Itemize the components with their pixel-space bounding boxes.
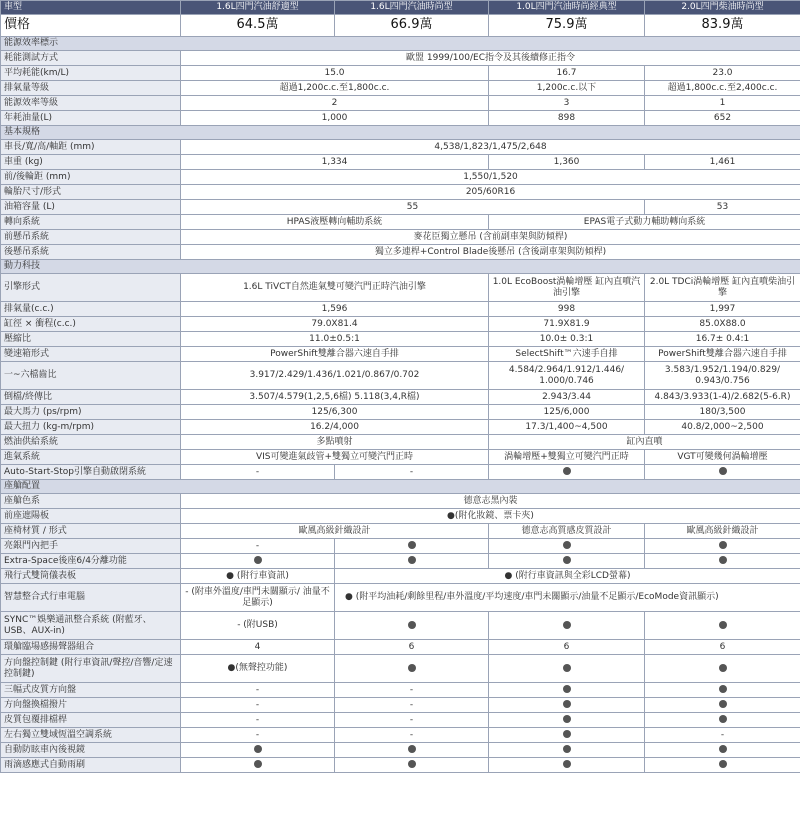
- table-row: [1, 66, 800, 81]
- row-label: 方向盤控制鍵 (附行車資訊/聲控/音響/定速控制鍵): [1, 655, 181, 683]
- cell: 1,000: [181, 111, 489, 126]
- cell: 1,360: [489, 155, 645, 170]
- section-title: 能源效率標示: [1, 37, 800, 51]
- table-row: [1, 155, 800, 170]
- row-label: 壓縮比: [1, 332, 181, 347]
- table-row: [1, 111, 800, 126]
- cell: 4.843/3.933(1-4)/2.682(5-6.R): [645, 390, 800, 405]
- row-label: 左右獨立雙域恆溫空調系統: [1, 728, 181, 743]
- cell: 79.0X81.4: [181, 317, 489, 332]
- table-row: [1, 435, 800, 450]
- feature-dot-icon: [719, 700, 727, 708]
- cell: [489, 728, 645, 743]
- cell: [181, 758, 335, 773]
- row-label: 座椅材質 / 形式: [1, 524, 181, 539]
- table-row: [1, 420, 800, 435]
- row-label: 最大扭力 (kg-m/rpm): [1, 420, 181, 435]
- cell: [489, 713, 645, 728]
- cell: -: [335, 465, 489, 480]
- table-row: [1, 494, 800, 509]
- table-row: [1, 450, 800, 465]
- cell: [645, 743, 800, 758]
- cell: [181, 554, 335, 569]
- row-label: 方向盤換檔撥片: [1, 698, 181, 713]
- cell: 180/3,500: [645, 405, 800, 420]
- table-row: [1, 569, 800, 584]
- table-row: [1, 332, 800, 347]
- feature-dot-icon: [563, 730, 571, 738]
- feature-dot-icon: [719, 467, 727, 475]
- cell: PowerShift雙離合器六速自手排: [181, 347, 489, 362]
- cell: 德意志黑內裝: [181, 494, 800, 509]
- cell: -: [181, 465, 335, 480]
- cell: [335, 612, 489, 640]
- table-row: [1, 584, 800, 612]
- row-label: 一~六檔齒比: [1, 362, 181, 390]
- row-label: 能源效率等級: [1, 96, 181, 111]
- row-label: 倒檔/終傳比: [1, 390, 181, 405]
- table-row: [1, 743, 800, 758]
- table-row: [1, 524, 800, 539]
- feature-dot-icon: [254, 760, 262, 768]
- cell: [645, 655, 800, 683]
- cell: 17.3/1,400~4,500: [489, 420, 645, 435]
- cell: - (附車外溫度/車門未關顯示/ 油量不足顯示): [181, 584, 335, 612]
- table-row: [1, 554, 800, 569]
- cell: 125/6,000: [489, 405, 645, 420]
- model-name: 2.0L四門柴油時尚型: [645, 1, 800, 15]
- cell: 652: [645, 111, 800, 126]
- row-label: 排氣量(c.c.): [1, 302, 181, 317]
- cell: VIS可變進氣歧管+雙獨立可變汽門正時: [181, 450, 489, 465]
- feature-dot-icon: [408, 745, 416, 753]
- feature-dot-icon: [719, 664, 727, 672]
- cell: PowerShift雙離合器六速自手排: [645, 347, 800, 362]
- cell: 4,538/1,823/1,475/2,648: [181, 140, 800, 155]
- table-row: [1, 274, 800, 302]
- cell: [489, 612, 645, 640]
- row-label: 三幅式皮質方向盤: [1, 683, 181, 698]
- cell: ● (附行車資訊與全彩LCD螢幕): [335, 569, 800, 584]
- model-name: 1.0L四門汽油時尚經典型: [489, 1, 645, 15]
- cell: 2: [181, 96, 489, 111]
- row-label: SYNC™娛樂通訊整合系統 (附藍牙、USB、AUX-in): [1, 612, 181, 640]
- feature-dot-icon: [719, 760, 727, 768]
- cell: -: [181, 539, 335, 554]
- cell: [645, 758, 800, 773]
- feature-dot-icon: [563, 745, 571, 753]
- feature-dot-icon: [254, 556, 262, 564]
- feature-dot-icon: [719, 685, 727, 693]
- row-label: 平均耗能(km/L): [1, 66, 181, 81]
- cell: SelectShift™六速手自排: [489, 347, 645, 362]
- section-header: [1, 37, 800, 51]
- row-label: 缸徑 × 衝程(c.c.): [1, 317, 181, 332]
- table-row: [1, 655, 800, 683]
- row-label: 耗能測試方式: [1, 51, 181, 66]
- cell: [645, 612, 800, 640]
- row-label: 轉向系統: [1, 215, 181, 230]
- table-row: [1, 302, 800, 317]
- cell: 85.0X88.0: [645, 317, 800, 332]
- cell: 1,461: [645, 155, 800, 170]
- cell: [335, 743, 489, 758]
- cell: ● (附平均油耗/剩餘里程/車外溫度/平均速度/車門未關顯示/油量不足顯示/EcoMode資訊顯示): [335, 584, 800, 612]
- cell: -: [335, 728, 489, 743]
- cell: 1,334: [181, 155, 489, 170]
- table-row: [1, 539, 800, 554]
- cell: 1,200c.c.以下: [489, 81, 645, 96]
- table-row: [1, 51, 800, 66]
- header-label: 車型: [1, 1, 181, 15]
- cell: VGT可變幾何渦輪增壓: [645, 450, 800, 465]
- price-value: 66.9萬: [335, 15, 489, 37]
- cell: [645, 683, 800, 698]
- table-row: [1, 245, 800, 260]
- table-row: [1, 612, 800, 640]
- section-title: 基本規格: [1, 126, 800, 140]
- cell: 3.917/2.429/1.436/1.021/0.867/0.702: [181, 362, 489, 390]
- cell: 6: [489, 640, 645, 655]
- feature-dot-icon: [408, 621, 416, 629]
- feature-dot-icon: [719, 621, 727, 629]
- cell: 40.8/2,000~2,500: [645, 420, 800, 435]
- price-value: 83.9萬: [645, 15, 800, 37]
- table-row: [1, 362, 800, 390]
- cell: -: [335, 683, 489, 698]
- cell: [489, 758, 645, 773]
- row-label: 輪胎尺寸/形式: [1, 185, 181, 200]
- feature-dot-icon: [563, 700, 571, 708]
- model-header-row: [1, 1, 800, 15]
- feature-dot-icon: [408, 541, 416, 549]
- cell: 16.2/4,000: [181, 420, 489, 435]
- price-value: 75.9萬: [489, 15, 645, 37]
- feature-dot-icon: [563, 685, 571, 693]
- cell: 125/6,300: [181, 405, 489, 420]
- row-label: 智慧整合式行車電腦: [1, 584, 181, 612]
- feature-dot-icon: [719, 556, 727, 564]
- table-row: [1, 640, 800, 655]
- row-label: 前/後輪距 (mm): [1, 170, 181, 185]
- table-row: [1, 465, 800, 480]
- table-row: [1, 405, 800, 420]
- cell: [335, 655, 489, 683]
- row-label: 前座遮陽板: [1, 509, 181, 524]
- cell: 1.0L EcoBoost渦輪增壓 缸內直噴汽油引擎: [489, 274, 645, 302]
- cell: 2.0L TDCi渦輪增壓 缸內直噴柴油引擎: [645, 274, 800, 302]
- section-title: 動力科技: [1, 260, 800, 274]
- row-label: 皮質包覆排檔桿: [1, 713, 181, 728]
- table-row: [1, 347, 800, 362]
- cell: 23.0: [645, 66, 800, 81]
- cell: 3: [489, 96, 645, 111]
- cell: 3.507/4.579(1,2,5,6檔) 5.118(3,4,R檔): [181, 390, 489, 405]
- feature-dot-icon: [563, 664, 571, 672]
- cell: ●(附化妝鏡、票卡夾): [181, 509, 800, 524]
- cell: 15.0: [181, 66, 489, 81]
- cell: 6: [335, 640, 489, 655]
- feature-dot-icon: [563, 621, 571, 629]
- price-value: 64.5萬: [181, 15, 335, 37]
- table-row: [1, 317, 800, 332]
- row-label: 油箱容量 (L): [1, 200, 181, 215]
- table-row: [1, 140, 800, 155]
- cell: [645, 554, 800, 569]
- cell: EPAS電子式動力輔助轉向系統: [489, 215, 800, 230]
- cell: [335, 758, 489, 773]
- table-row: [1, 81, 800, 96]
- feature-dot-icon: [563, 715, 571, 723]
- cell: 超過1,800c.c.至2,400c.c.: [645, 81, 800, 96]
- cell: 歐盟 1999/100/EC指令及其後續修正指令: [181, 51, 800, 66]
- cell: 6: [645, 640, 800, 655]
- cell: 1,596: [181, 302, 489, 317]
- cell: HPAS液壓轉向輔助系統: [181, 215, 489, 230]
- cell: 16.7: [489, 66, 645, 81]
- feature-dot-icon: [254, 745, 262, 753]
- model-name: 1.6L四門汽油舒適型: [181, 1, 335, 15]
- cell: - (附USB): [181, 612, 335, 640]
- table-row: [1, 170, 800, 185]
- cell: 缸內直噴: [489, 435, 800, 450]
- row-label: 飛行式雙筒儀表板: [1, 569, 181, 584]
- cell: 4.584/2.964/1.912/1.446/ 1.000/0.746: [489, 362, 645, 390]
- cell: 麥花臣獨立懸吊 (含前副車架與防傾桿): [181, 230, 800, 245]
- cell: [645, 539, 800, 554]
- row-label: 車長/寬/高/軸距 (mm): [1, 140, 181, 155]
- cell: 3.583/1.952/1.194/0.829/ 0.943/0.756: [645, 362, 800, 390]
- price-label: 價格: [1, 15, 181, 37]
- feature-dot-icon: [408, 664, 416, 672]
- cell: [645, 465, 800, 480]
- feature-dot-icon: [719, 745, 727, 753]
- table-row: [1, 713, 800, 728]
- table-row: [1, 200, 800, 215]
- row-label: 雨滴感應式自動雨刷: [1, 758, 181, 773]
- row-label: 最大馬力 (ps/rpm): [1, 405, 181, 420]
- cell: 205/60R16: [181, 185, 800, 200]
- feature-dot-icon: [408, 556, 416, 564]
- cell: -: [181, 698, 335, 713]
- cell: 71.9X81.9: [489, 317, 645, 332]
- row-label: Extra-Space後座6/4分離功能: [1, 554, 181, 569]
- cell: 德意志高質感皮質設計: [489, 524, 645, 539]
- cell: 獨立多連桿+Control Blade後懸吊 (含後副車架與防傾桿): [181, 245, 800, 260]
- price-row: [1, 15, 800, 37]
- cell: 超過1,200c.c.至1,800c.c.: [181, 81, 489, 96]
- row-label: 車重 (kg): [1, 155, 181, 170]
- row-label: 後懸吊系統: [1, 245, 181, 260]
- feature-dot-icon: [563, 760, 571, 768]
- section-header: [1, 126, 800, 140]
- row-label: 進氣系統: [1, 450, 181, 465]
- cell: [335, 539, 489, 554]
- feature-dot-icon: [563, 467, 571, 475]
- table-row: [1, 728, 800, 743]
- table-row: [1, 185, 800, 200]
- cell: 4: [181, 640, 335, 655]
- row-label: 引擎形式: [1, 274, 181, 302]
- cell: 1,997: [645, 302, 800, 317]
- table-row: [1, 96, 800, 111]
- row-label: Auto-Start-Stop引擎自動啟閉系統: [1, 465, 181, 480]
- cell: 10.0± 0.3:1: [489, 332, 645, 347]
- feature-dot-icon: [408, 760, 416, 768]
- cell: 1,550/1,520: [181, 170, 800, 185]
- table-row: [1, 390, 800, 405]
- row-label: 座艙色系: [1, 494, 181, 509]
- row-label: 年耗油量(L): [1, 111, 181, 126]
- cell: -: [181, 713, 335, 728]
- table-row: [1, 509, 800, 524]
- cell: 11.0±0.5:1: [181, 332, 489, 347]
- section-title: 座艙配置: [1, 480, 800, 494]
- cell: 2.943/3.44: [489, 390, 645, 405]
- cell: [335, 554, 489, 569]
- feature-dot-icon: [719, 541, 727, 549]
- cell: 1.6L TiVCT自然進氣雙可變汽門正時汽油引擎: [181, 274, 489, 302]
- cell: 歐風高級針織設計: [181, 524, 489, 539]
- cell: 1: [645, 96, 800, 111]
- cell: -: [335, 713, 489, 728]
- feature-dot-icon: [563, 556, 571, 564]
- table-row: [1, 230, 800, 245]
- cell: 16.7± 0.4:1: [645, 332, 800, 347]
- cell: 998: [489, 302, 645, 317]
- cell: 歐風高級針織設計: [645, 524, 800, 539]
- row-label: 環艙臨場感揚聲器組合: [1, 640, 181, 655]
- cell: ● (附行車資訊): [181, 569, 335, 584]
- table-row: [1, 698, 800, 713]
- cell: -: [335, 698, 489, 713]
- cell: -: [181, 683, 335, 698]
- cell: [645, 698, 800, 713]
- row-label: 自動防眩車內後視鏡: [1, 743, 181, 758]
- cell: [645, 713, 800, 728]
- row-label: 前懸吊系統: [1, 230, 181, 245]
- cell: ●(無聲控功能): [181, 655, 335, 683]
- cell: 55: [181, 200, 645, 215]
- cell: [489, 698, 645, 713]
- cell: [489, 743, 645, 758]
- section-header: [1, 260, 800, 274]
- cell: 53: [645, 200, 800, 215]
- cell: 多點噴射: [181, 435, 489, 450]
- cell: 898: [489, 111, 645, 126]
- cell: [489, 683, 645, 698]
- table-row: [1, 758, 800, 773]
- feature-dot-icon: [719, 715, 727, 723]
- table-row: [1, 683, 800, 698]
- section-header: [1, 480, 800, 494]
- model-name: 1.6L四門汽油時尚型: [335, 1, 489, 15]
- cell: [489, 554, 645, 569]
- row-label: 亮銀門內把手: [1, 539, 181, 554]
- row-label: 排氣量等級: [1, 81, 181, 96]
- cell: 渦輪增壓+雙獨立可變汽門正時: [489, 450, 645, 465]
- table-row: [1, 215, 800, 230]
- cell: [489, 655, 645, 683]
- row-label: 燃油供給系統: [1, 435, 181, 450]
- cell: [489, 539, 645, 554]
- row-label: 變速箱形式: [1, 347, 181, 362]
- feature-dot-icon: [563, 541, 571, 549]
- cell: [181, 743, 335, 758]
- cell: -: [181, 728, 335, 743]
- cell: -: [645, 728, 800, 743]
- cell: [489, 465, 645, 480]
